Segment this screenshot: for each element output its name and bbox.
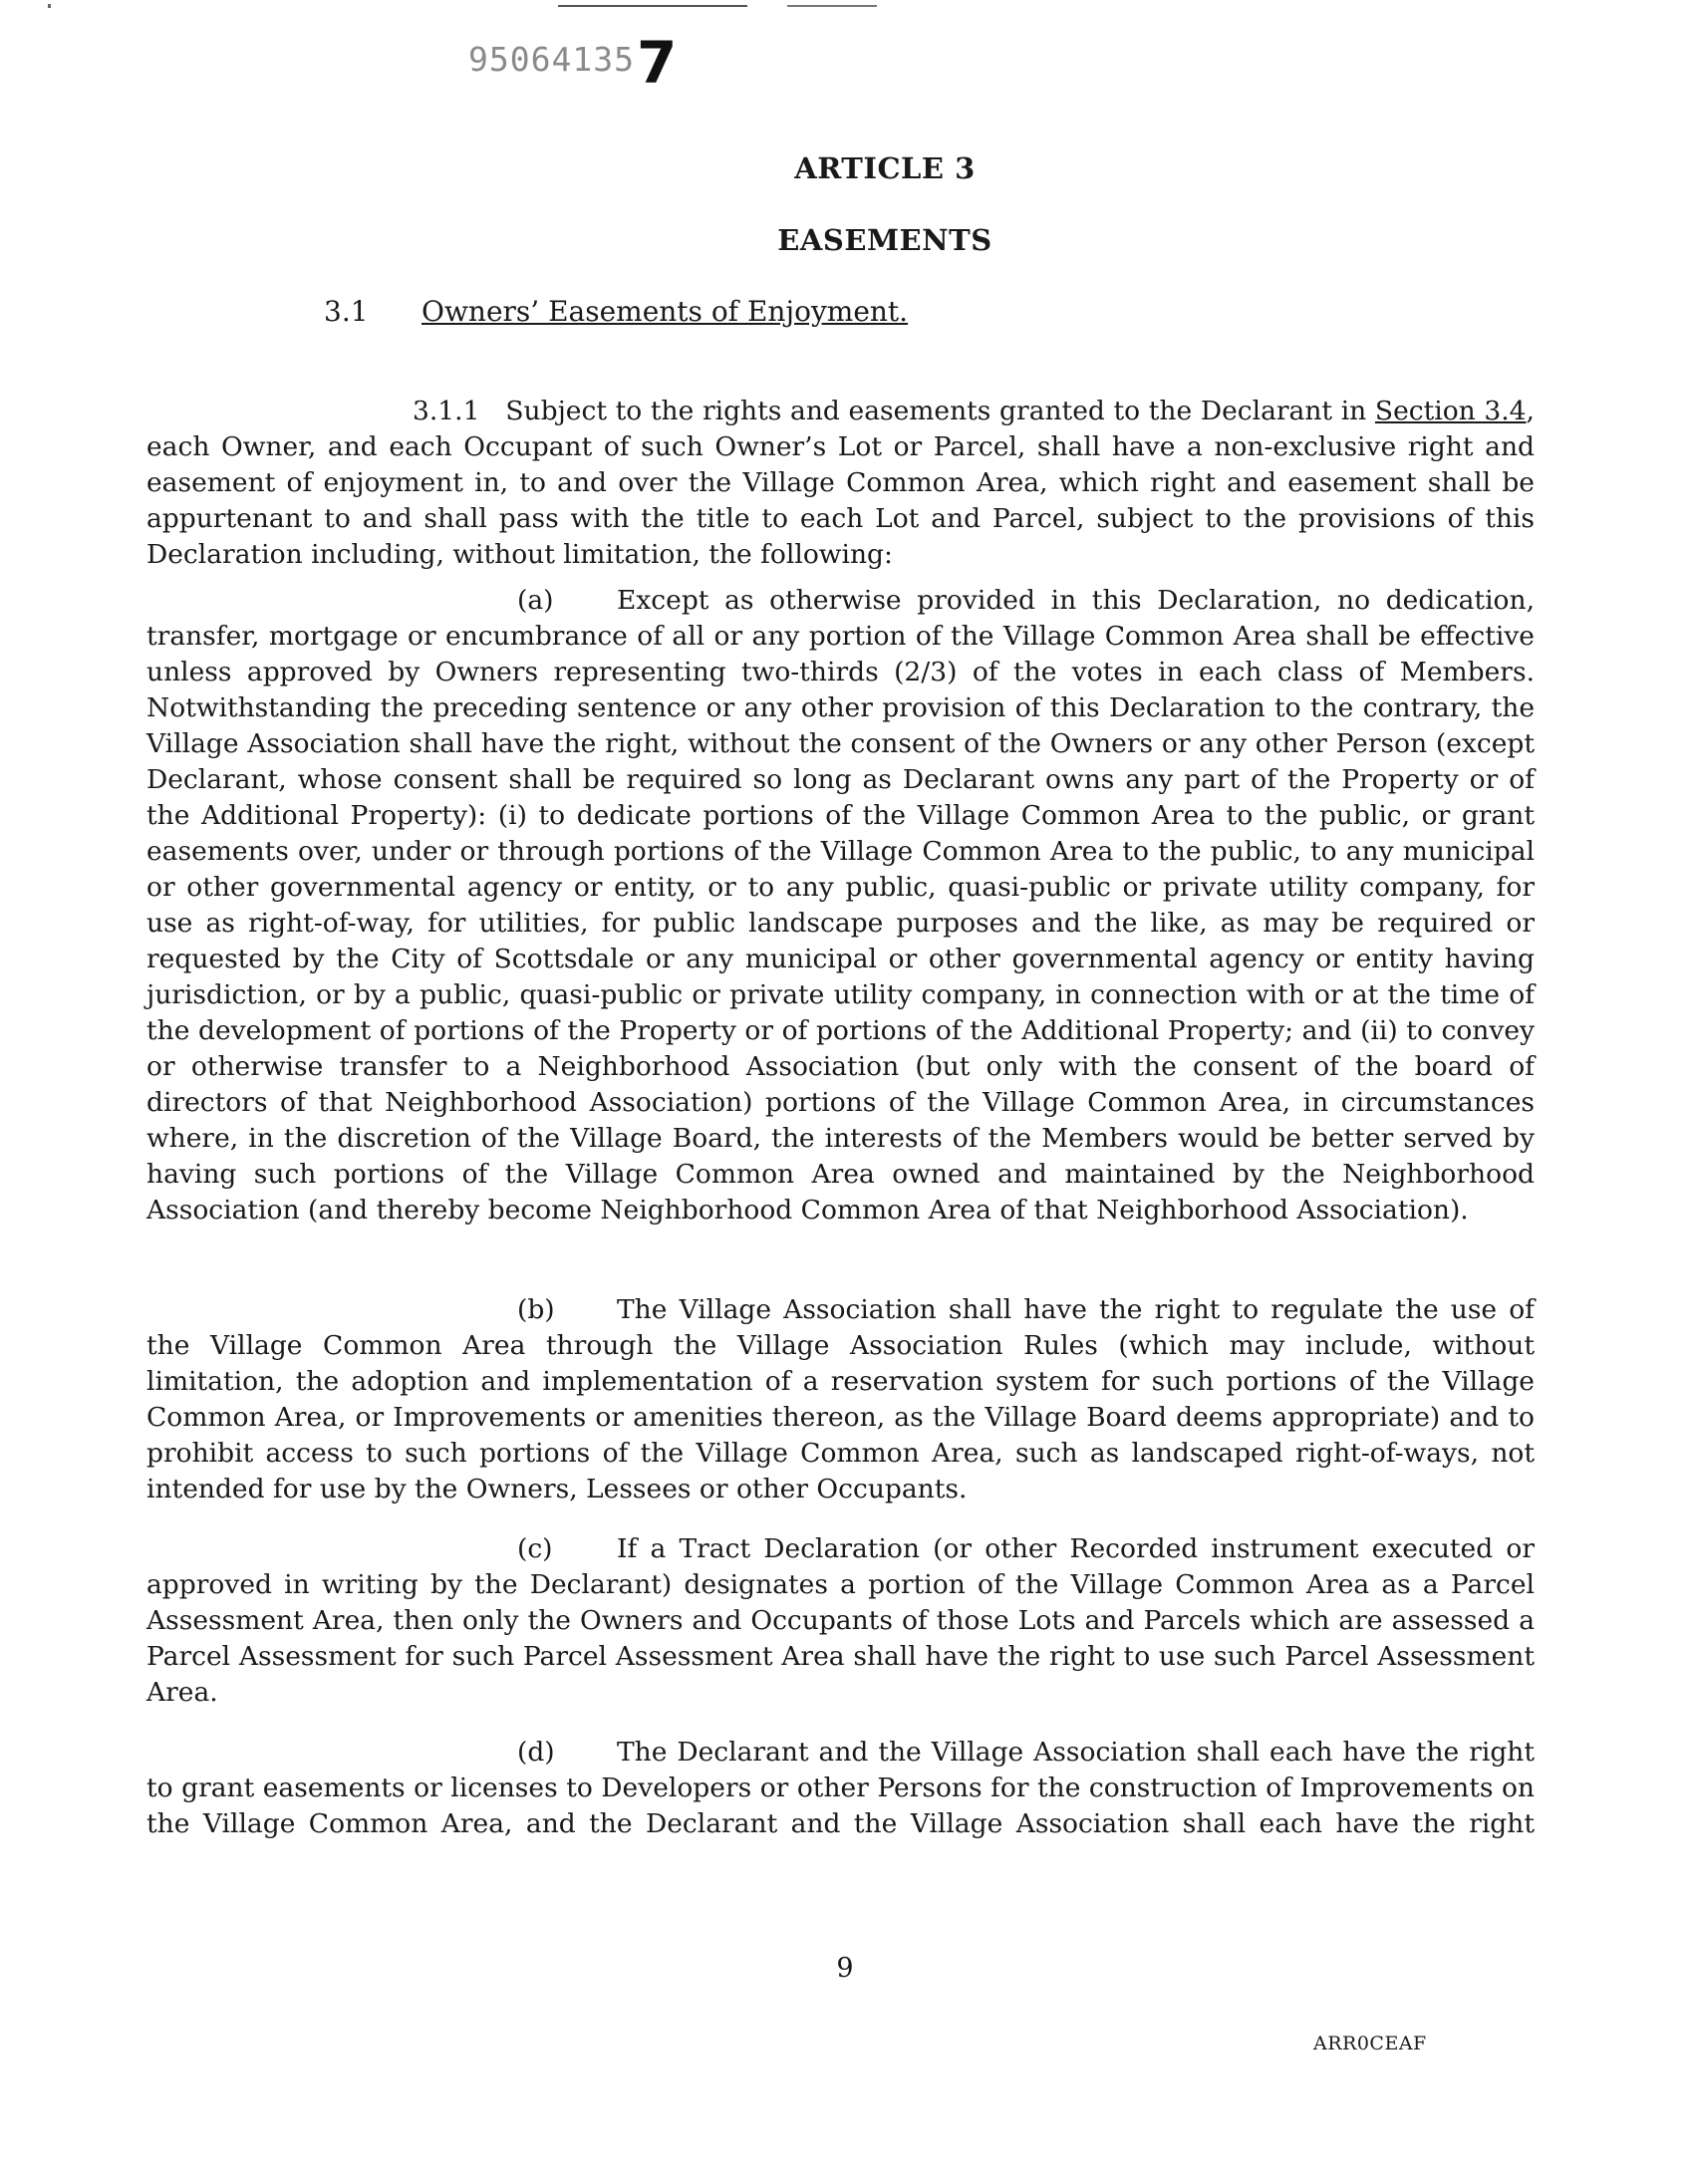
subparagraph-text: The Village Association shall have the right to regulate the use of the Village Common Area through the Village Association Rules (which may include, without limitation, the adoption and implementation of a reservation system for such portions of the Village Common Area, or Improvements or amenities thereon, as the Village Board deems appropriate) and to prohibit access to such portions of the Village Common Area, such as landscaped right-of-ways, not intended for use by the Owners, Lessees or other Occupants. — [146, 1294, 1535, 1504]
subparagraph-text: If a Tract Declaration (or other Recorded instrument executed or approved in writing by the Declarant) designates a portion of the Village Common Area as a Parcel Assessment Area, then only the Owners and Occupants of those Lots and Parcels which are assessed a Parcel Assessment for such Parcel Assessment Area shall have the right to use such Parcel Assessment Area. — [146, 1533, 1535, 1708]
section-reference-link: Section 3.4 — [1374, 396, 1527, 426]
subparagraph-c — [146, 1531, 1535, 1711]
subparagraph-text: The Declarant and the Village Association shall each have the right to grant easements or licenses to Developers or other Persons for the construction of Improvements on the Village Common Area, and the Declarant and the Village Association shall each have the right — [146, 1737, 1535, 1839]
paragraph-number: 3.1.1 — [413, 396, 480, 426]
recording-stamp-number — [468, 22, 679, 97]
subparagraph-label: (a) — [517, 585, 554, 616]
scan-artifact-lines — [0, 0, 1690, 12]
article-title: EASEMENTS — [777, 223, 992, 257]
paragraph-3-1-1 — [146, 394, 1535, 573]
article-heading: ARTICLE 3 — [794, 151, 976, 185]
subparagraph-label: (c) — [517, 1533, 553, 1564]
paragraph-text-start: Subject to the rights and easements granted to the Declarant in — [505, 396, 1375, 426]
section-title: Owners’ Easements of Enjoyment. — [422, 295, 909, 328]
paragraph-text-end: , each Owner, and each Occupant of such Owner’s Lot or Parcel, shall have a non-exclusive right and easement of enjoyment in, to and over the Village Common Area, which right and easement shall be appurtenant to and shall pass with the title to each Lot and Parcel, subject to the provisions of this Declaration including, without limitation, the following: — [146, 396, 1535, 570]
recording-number-handwritten-digit: 7 — [636, 29, 679, 97]
subparagraph-label: (b) — [517, 1294, 555, 1325]
subparagraph-text: Except as otherwise provided in this Declaration, no dedication, transfer, mortgage or encumbrance of all or any portion of the Village Common Area shall be effective unless approved by Owners representing two-thirds (2/3) of the votes in each class of Members. Notwithstanding the preceding sentence or any other provision of this Declaration to the contrary, the Village Association shall have the right, without the consent of the Owners or any other Person (except Declarant, whose consent shall be required so long as Declarant owns any part of the Property or of the Additional Property): (i) to dedicate portions of the Village Common Area to the public, or grant easements over, under or through portions of the Village Common Area to the public, to any municipal or other governmental agency or entity, or to any public, quasi-public or private utility company, for use as right-of-way, for utilities, for public landscape purposes and the like, as may be required or requested by the City of Scottsdale or any municipal or other governmental agency or entity having jurisdiction, or by a public, quasi-public or private utility company, in connection with or at the time of the development of portions of the Property or of portions of the Additional Property; and (ii) to convey or otherwise transfer to a Neighborhood Association (but only with the consent of the board of directors of that Neighborhood Association) portions of the Village Common Area, in circumstances where, in the discretion of the Village Board, the interests of the Members would be better served by having such portions of the Village Common Area owned and maintained by the Neighborhood Association (and thereby become Neighborhood Common Area of that Neighborhood Association). — [146, 585, 1535, 1226]
subparagraph-b — [146, 1292, 1535, 1507]
scan-line — [787, 5, 877, 7]
document-code: ARR0CEAF — [1313, 2033, 1427, 2054]
scan-line — [558, 5, 747, 7]
recording-number-digits: 95064135 — [468, 40, 635, 79]
section-heading — [324, 295, 908, 328]
subparagraph-d — [146, 1735, 1535, 1842]
subparagraph-label: (d) — [517, 1737, 555, 1768]
subparagraph-a — [146, 583, 1535, 1228]
scan-mark — [48, 4, 51, 8]
page-number: 9 — [836, 1953, 854, 1984]
section-number: 3.1 — [324, 295, 369, 328]
